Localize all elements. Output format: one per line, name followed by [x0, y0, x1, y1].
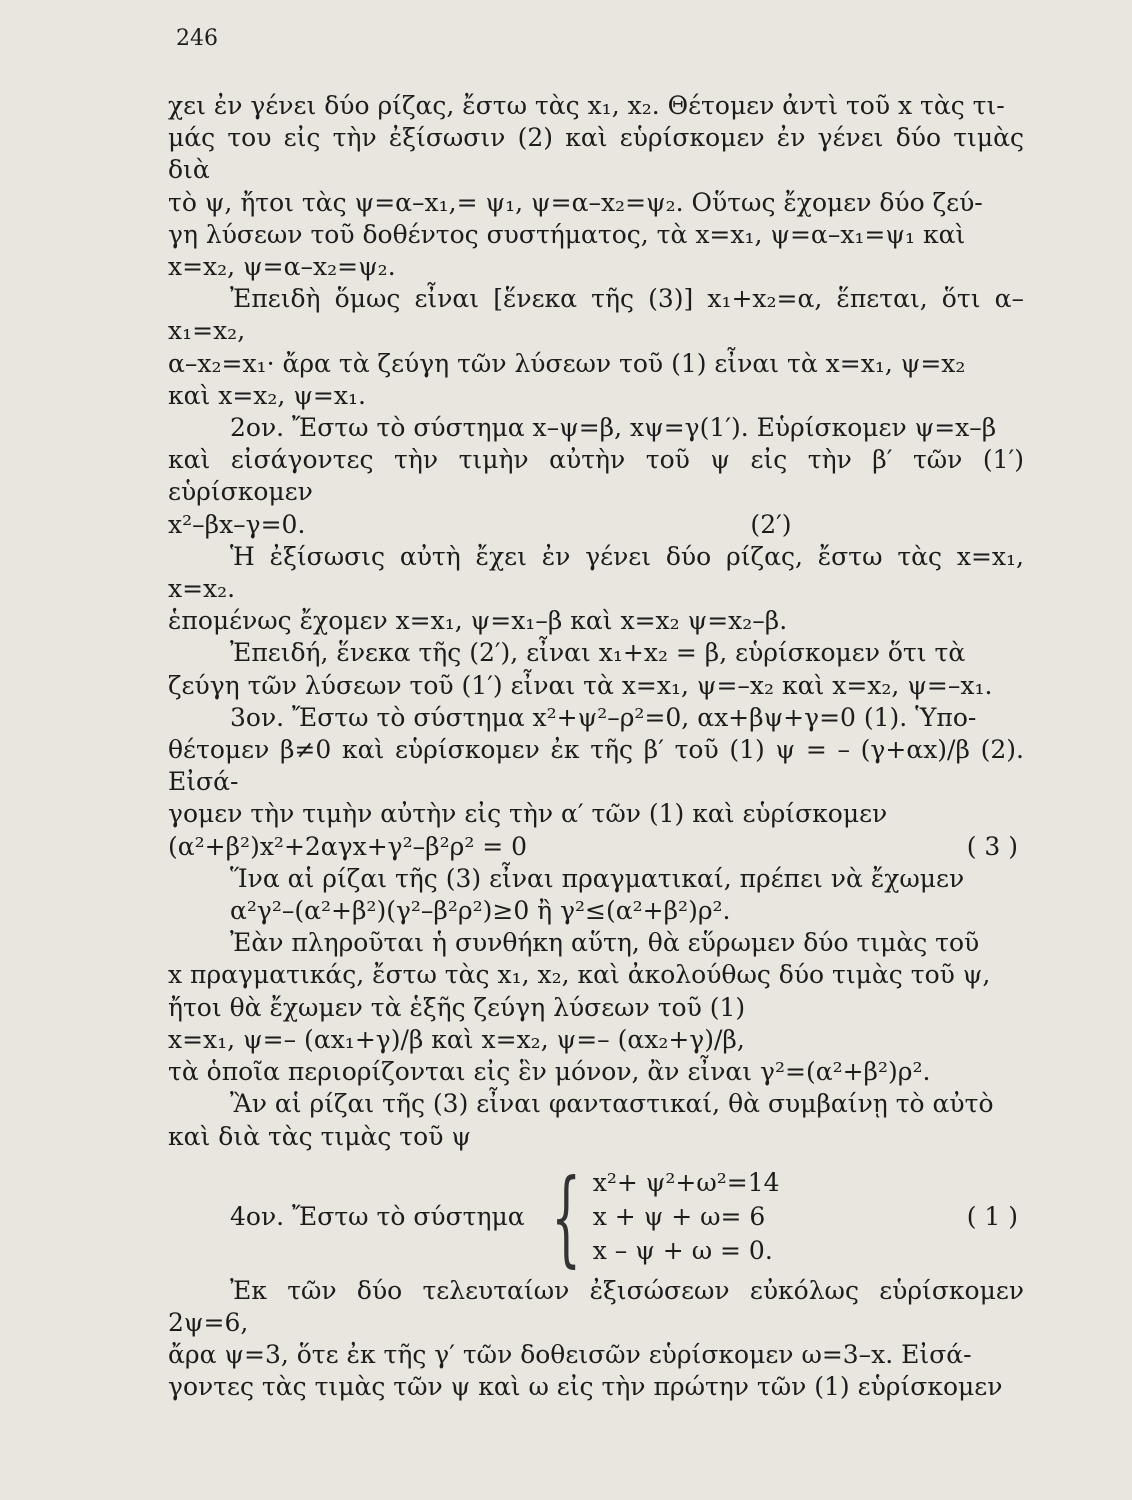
text-line: τὸ ψ, ἤτοι τὰς ψ=α–x₁,= ψ₁, ψ=α–x₂=ψ₂. Οὕτως ἔχομεν δύο ζεύ- [168, 187, 983, 217]
text-line: α²γ²–(α²+β²)(γ²–β²ρ²)≥0 ἢ γ²≤(α²+β²)ρ². [230, 896, 731, 926]
text-line: 2ον. Ἔστω τὸ σύστημα x–ψ=β, xψ=γ(1′). Εὑρίσκομεν ψ=x–β [230, 413, 997, 443]
text-line: ζεύγη τῶν λύσεων τοῦ (1′) εἶναι τὰ x=x₁, ψ=–x₂ καὶ x=x₂, ψ=–x₁. [168, 670, 993, 700]
system-equations [593, 1166, 780, 1268]
page-body [168, 90, 1024, 1404]
text-line: x²–βx–γ=0. (2′) [168, 509, 792, 539]
equation-3-body: (α²+β²)x²+2αγx+γ²–β²ρ² = 0 [168, 831, 528, 861]
equation-3 [168, 831, 1024, 863]
text-line: Ἐπειδή, ἕνεκα τῆς (2′), εἶναι x₁+x₂ = β, εὑρίσκομεν ὅτι τὰ [230, 638, 966, 668]
text-line: τὰ ὁποῖα περιορίζονται εἰς ἓν μόνον, ἂν εἶναι γ²=(α²+β²)ρ². [168, 1057, 931, 1087]
system-label: 4ον. Ἔστω τὸ σύστημα [230, 1201, 525, 1231]
text-line: γομεν τὴν τιμὴν αὐτὴν εἰς τὴν α′ τῶν (1) καὶ εὑρίσκομεν [168, 799, 888, 829]
text-line: θέτομεν β≠0 καὶ εὑρίσκομεν ἐκ τῆς β′ τοῦ (1) ψ = – (γ+αx)/β (2). Εἰσά- [168, 735, 1024, 797]
text-line: γοντες τὰς τιμὰς τῶν ψ καὶ ω εἰς τὴν πρώτην τῶν (1) εὑρίσκομεν [168, 1372, 1003, 1402]
system-equation: x + ψ + ω= 6 [592, 1201, 766, 1231]
text-line: μάς του εἰς τὴν ἐξίσωσιν (2) καὶ εὑρίσκομεν ἐν γένει δύο τιμὰς διὰ [168, 123, 1024, 185]
equation-3-number: ( 3 ) [966, 831, 1018, 861]
text-line: καὶ διὰ τὰς τιμὰς τοῦ ψ [168, 1121, 471, 1151]
text-line: καὶ εἰσάγοντες τὴν τιμὴν αὐτὴν τοῦ ψ εἰς τὴν β′ τῶν (1′) εὑρίσκομεν [168, 445, 1024, 507]
solution-pairs-formula: x=x₁, ψ=– (αx₁+γ)/β καὶ x=x₂, ψ=– (αx₂+γ)/β, [168, 1024, 745, 1054]
system-number: ( 1 ) [966, 1201, 1018, 1231]
text-line: Ἐὰν πληροῦται ἡ συνθήκη αὕτη, θὰ εὕρωμεν δύο τιμὰς τοῦ [230, 928, 980, 958]
text-line: γη λύσεων τοῦ δοθέντος συστήματος, τὰ x=x₁, ψ=α–x₁=ψ₁ καὶ [168, 219, 966, 249]
system-equation: x²+ ψ²+ω²=14 [592, 1167, 780, 1197]
text-line: x πραγματικάς, ἔστω τὰς x₁, x₂, καὶ ἀκολούθως δύο τιμὰς τοῦ ψ, [168, 960, 991, 990]
text-line: Ἂν αἱ ρίζαι τῆς (3) εἶναι φανταστικαί, θὰ συμβαίνῃ τὸ αὐτὸ [230, 1089, 994, 1119]
text-line: ἤτοι θὰ ἔχωμεν τὰ ἑξῆς ζεύγη λύσεων τοῦ (1) [168, 992, 746, 1022]
equation-system [168, 1155, 1024, 1278]
text-line: Ἐπειδὴ ὅμως εἶναι [ἕνεκα τῆς (3)] x₁+x₂=α, ἕπεται, ὅτι α–x₁=x₂, [168, 284, 1024, 346]
text-line: 3ον. Ἔστω τὸ σύστημα x²+ψ²–ρ²=0, αx+βψ+γ=0 (1). Ὑπο- [230, 702, 977, 732]
text-line: Ἡ ἐξίσωσις αὐτὴ ἔχει ἐν γένει δύο ρίζας, ἔστω τὰς x=x₁, x=x₂. [168, 541, 1024, 604]
text-line: Ἐκ τῶν δύο τελευταίων ἐξισώσεων εὐκόλως εὑρίσκομεν 2ψ=6, [168, 1275, 1024, 1337]
system-equation: x – ψ + ω = 0. [592, 1235, 773, 1265]
text-line: ἑπομένως ἔχομεν x=x₁, ψ=x₁–β καὶ x=x₂ ψ=x₂–β. [168, 606, 788, 636]
page-number: 246 [176, 26, 218, 51]
text-line: καὶ x=x₂, ψ=x₁. [168, 380, 366, 410]
text-line: χει ἐν γένει δύο ρίζας, ἔστω τὰς x₁, x₂. Θέτομεν ἀντὶ τοῦ x τὰς τι- [168, 91, 1005, 120]
text-line: ἄρα ψ=3, ὅτε ἐκ τῆς γ′ τῶν δοθεισῶν εὑρίσκομεν ω=3–x. Εἰσά- [168, 1340, 972, 1370]
text-line: x=x₂, ψ=α–x₂=ψ₂. [168, 252, 396, 282]
text-line: α–x₂=x₁· ἄρα τὰ ζεύγη τῶν λύσεων τοῦ (1) εἶναι τὰ x=x₁, ψ=x₂ [168, 348, 966, 378]
text-line: Ἵνα αἱ ρίζαι τῆς (3) εἶναι πραγματικαί, πρέπει νὰ ἔχωμεν [230, 863, 965, 893]
left-brace-icon: { [550, 1155, 581, 1278]
